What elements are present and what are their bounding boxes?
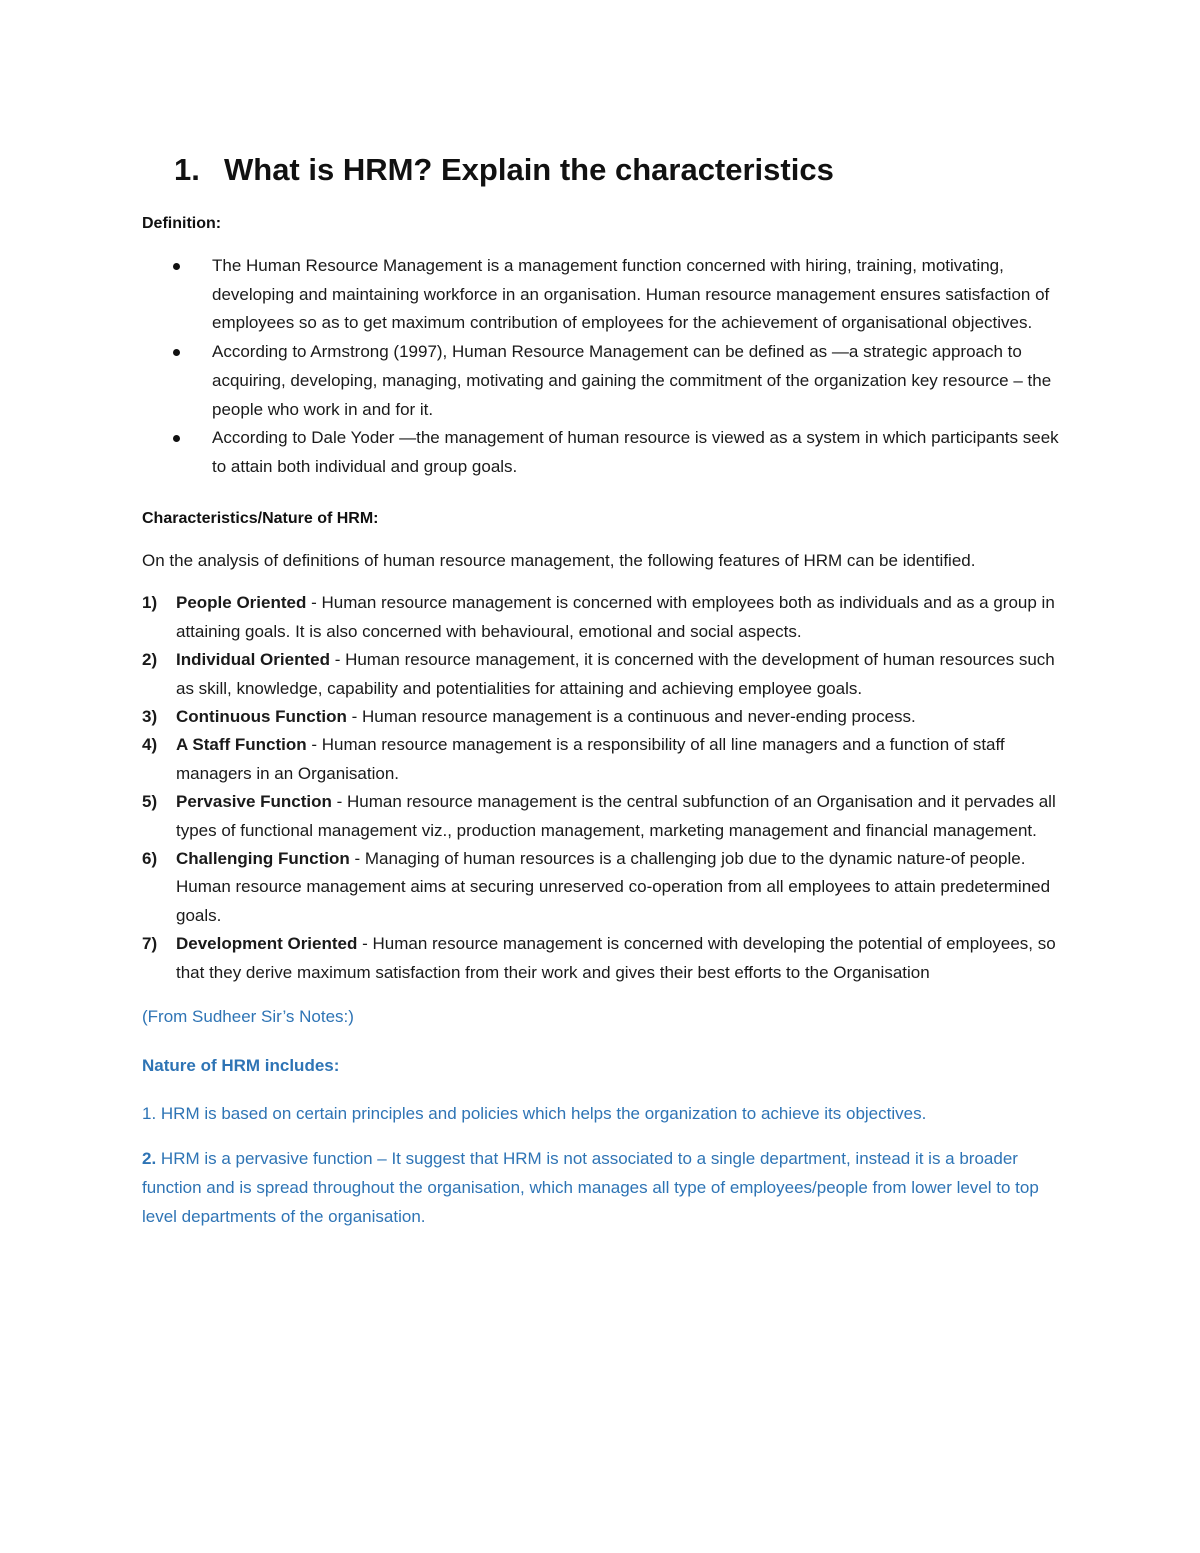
bullet-icon <box>173 349 180 356</box>
characteristic-item <box>142 930 1062 987</box>
item-term: Continuous Function <box>176 706 347 726</box>
definition-item <box>142 338 1062 424</box>
nature-point-1: 1. HRM is based on certain principles and policies which helps the organization to achieve its objectives. <box>142 1104 927 1124</box>
bullet-icon <box>173 263 180 270</box>
item-number: 4) <box>142 735 158 755</box>
definition-item <box>142 252 1062 338</box>
item-text: - Human resource management, it is concerned with the development of human resources such as skill, knowledge, capability and potentialities for attaining and achieving employee goals. <box>176 650 1055 698</box>
item-text: - Human resource management is a responsibility of all line managers and a function of staff managers in an Organisation. <box>176 735 1005 783</box>
item-text: - Human resource management is concerned with employees both as individuals and as a group in attaining goals. It is also concerned with behavioural, emotional and social aspects. <box>176 593 1055 641</box>
bullet-icon <box>173 435 180 442</box>
item-term: A Staff Function <box>176 735 307 755</box>
item-term: Pervasive Function <box>176 792 332 812</box>
nature-point-2-number: 2. <box>142 1149 157 1169</box>
characteristics-list <box>142 589 1062 987</box>
definition-text: According to Dale Yoder —the management of human resource is viewed as a system in which participants seek to attain both individual and group goals. <box>212 428 1059 476</box>
item-text: - Human resource management is a continuous and never-ending process. <box>346 706 916 726</box>
characteristic-item <box>142 845 1062 930</box>
characteristic-item <box>142 589 1062 646</box>
question-number: 1. <box>174 152 200 187</box>
definition-text: The Human Resource Management is a management function concerned with hiring, training, motivating, developing and maintaining workforce in an organisation. Human resource management ensures satisfaction of employees so as to get maximum contribution of employees for the achievement of organisational objectives. <box>212 256 1050 333</box>
question-title: What is HRM? Explain the characteristics <box>224 152 834 187</box>
characteristic-item <box>142 646 1062 703</box>
document-body <box>142 150 1062 1231</box>
definition-list <box>142 252 1062 482</box>
definition-item <box>142 424 1062 481</box>
characteristics-intro: On the analysis of definitions of human resource management, the following features of HRM can be identified. <box>142 550 976 570</box>
item-text: - Managing of human resources is a challenging job due to the dynamic nature-of people. Human resource management aims at securing unreserved co-operation from all employees to attain predetermined goals. <box>176 848 1051 925</box>
characteristic-item <box>142 703 1062 731</box>
question-heading <box>142 150 1062 190</box>
definition-text: According to Armstrong (1997), Human Resource Management can be defined as —a strategic approach to acquiring, developing, managing, motivating and gaining the commitment of the organization key resource – the people who work in and for it. <box>212 342 1052 419</box>
characteristic-item <box>142 788 1062 845</box>
item-number: 1) <box>142 593 158 613</box>
characteristics-label: Characteristics/Nature of HRM: <box>142 509 379 527</box>
item-number: 2) <box>142 650 158 670</box>
definition-label: Definition: <box>142 215 222 232</box>
item-term: Challenging Function <box>176 848 350 868</box>
nature-point-2 <box>142 1145 1062 1231</box>
item-number: 6) <box>142 848 158 868</box>
notes-source: (From Sudheer Sir’s Notes:) <box>142 1007 354 1027</box>
item-number: 7) <box>142 934 158 954</box>
item-term: Individual Oriented <box>176 650 330 670</box>
item-number: 3) <box>142 706 158 726</box>
item-term: People Oriented <box>176 593 307 613</box>
item-term: Development Oriented <box>176 934 358 954</box>
item-text: - Human resource management is concerned with developing the potential of employees, so that they derive maximum satisfaction from their work and gives their best efforts to the Organisation <box>176 934 1056 982</box>
nature-point-2-text: HRM is a pervasive function – It suggest that HRM is not associated to a single department, instead it is a broader function and is spread throughout the organisation, which manages all type of employees/people from lower level to top level departments of the organisation. <box>142 1149 1039 1226</box>
nature-label: Nature of HRM includes: <box>142 1055 340 1075</box>
item-number: 5) <box>142 792 158 812</box>
characteristic-item <box>142 731 1062 788</box>
item-text: - Human resource management is the central subfunction of an Organisation and it pervades all types of functional management viz., production management, marketing management and financial management. <box>176 792 1056 840</box>
